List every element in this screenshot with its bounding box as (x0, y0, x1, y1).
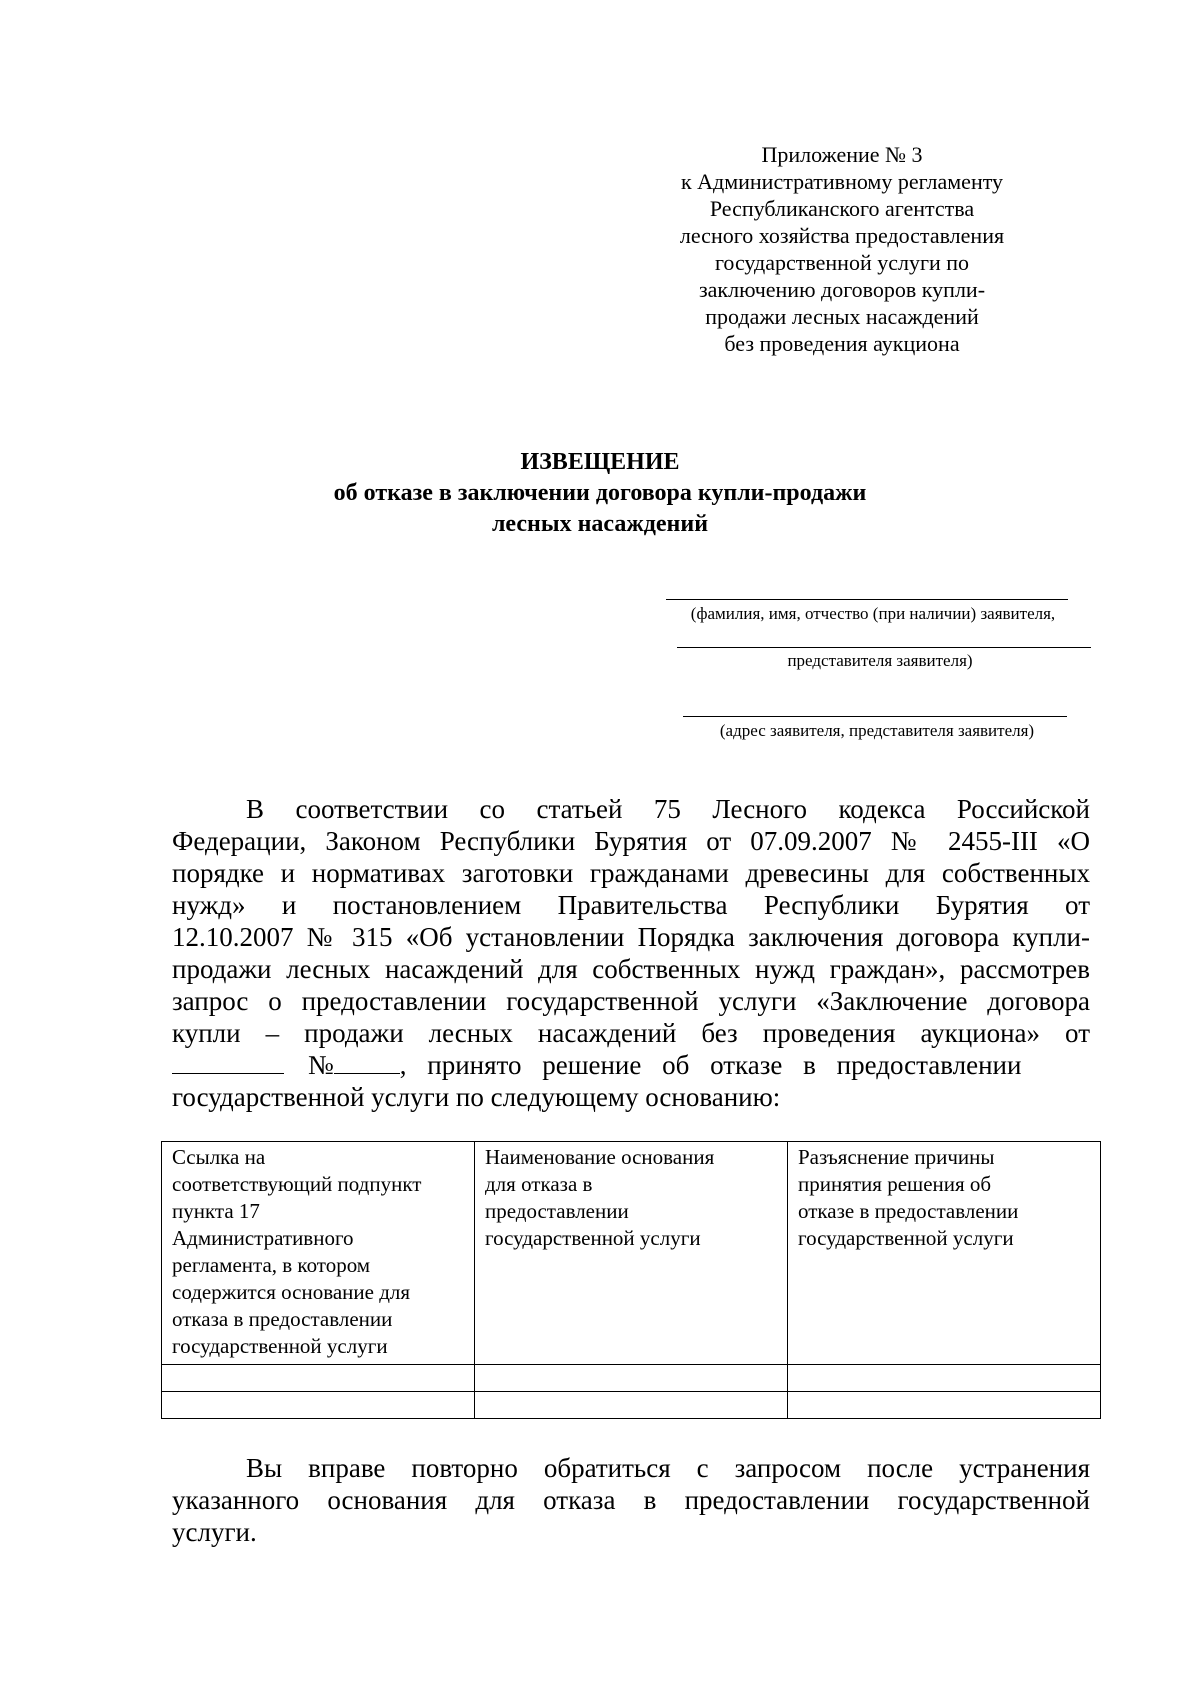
header-cell-reference: Ссылка на соответствующий подпункт пункта 17 Административного регламента, в котором содержится основание для отказа в предоставлении государственной услуги (162, 1142, 475, 1365)
table-cell (162, 1365, 475, 1392)
appendix-line: лесного хозяйства предоставления (679, 223, 1005, 248)
paragraph-line: Федерации, Законом Республики Бурятия от 07.09.2007 № 2455-III «О (172, 826, 1090, 856)
number-blank (334, 1069, 400, 1074)
appendix-line: государственной услуги по (714, 250, 970, 275)
appendix-header (648, 141, 1036, 357)
paragraph-line: В соответствии со статьей 75 Лесного кодекса Российской (246, 794, 1090, 824)
header-cell-reason-name: Наименование основания для отказа в предоставлении государственной услуги (475, 1142, 788, 1365)
address-line (683, 716, 1067, 717)
appendix-line: Приложение № 3 (761, 142, 923, 167)
paragraph-line: государственной услуги по следующему основанию: (172, 1082, 781, 1112)
appendix-line: заключению договоров купли- (698, 277, 986, 302)
table-cell (788, 1392, 1101, 1419)
table-cell (475, 1365, 788, 1392)
refusal-reasons-table (161, 1141, 1101, 1419)
closing-paragraph (172, 1452, 1090, 1548)
paragraph-line: указанного основания для отказа в предоставлении государственной (172, 1485, 1090, 1515)
title-line: лесных насаждений (491, 511, 709, 537)
paragraph-line: порядке и нормативах заготовки гражданами древесины для собственных (172, 858, 1090, 888)
paragraph-line: 12.10.2007 № 315 «Об установлении Порядка заключения договора купли- (172, 922, 1090, 952)
number-sign: № (308, 1050, 334, 1080)
applicant-name-caption: (фамилия, имя, отчество (при наличии) заявителя, (690, 604, 1056, 623)
table-cell (788, 1365, 1101, 1392)
paragraph-line: продажи лесных насаждений для собственных нужд граждан», рассмотрев (172, 954, 1090, 984)
appendix-line: Республиканского агентства (709, 196, 975, 221)
decision-paragraph (172, 793, 1090, 1113)
title-line: об отказе в заключении договора купли-продажи (333, 480, 867, 506)
paragraph-line: нужд» и постановлением Правительства Республики Бурятия от (172, 890, 1090, 920)
table-cell (475, 1392, 788, 1419)
title-heading: ИЗВЕЩЕНИЕ (520, 449, 680, 475)
paragraph-line-with-blanks (172, 1049, 1090, 1081)
appendix-line: к Административному регламенту (680, 169, 1004, 194)
table-row (162, 1392, 1101, 1419)
representative-caption: представителя заявителя) (787, 651, 973, 670)
table-row (162, 1365, 1101, 1392)
table-header-row (162, 1142, 1101, 1365)
paragraph-line: Вы вправе повторно обратиться с запросом после устранения (246, 1453, 1090, 1483)
representative-line (677, 647, 1091, 648)
decision-text: , принято решение об отказе в предоставлении (399, 1050, 1022, 1080)
table-cell (162, 1392, 475, 1419)
appendix-line: продажи лесных насаждений (705, 304, 979, 329)
applicant-name-line (666, 599, 1068, 600)
paragraph-line: запрос о предоставлении государственной услуги «Заключение договора (172, 986, 1090, 1016)
appendix-line: без проведения аукциона (724, 331, 960, 356)
paragraph-line: купли – продажи лесных насаждений без проведения аукциона» от (172, 1018, 1090, 1048)
header-cell-explanation: Разъяснение причины принятия решения об отказе в предоставлении государственной услуги (788, 1142, 1101, 1365)
document-title (250, 447, 950, 540)
address-caption: (адрес заявителя, представителя заявителя) (719, 721, 1035, 740)
date-blank (172, 1069, 284, 1074)
paragraph-line: услуги. (172, 1517, 257, 1547)
